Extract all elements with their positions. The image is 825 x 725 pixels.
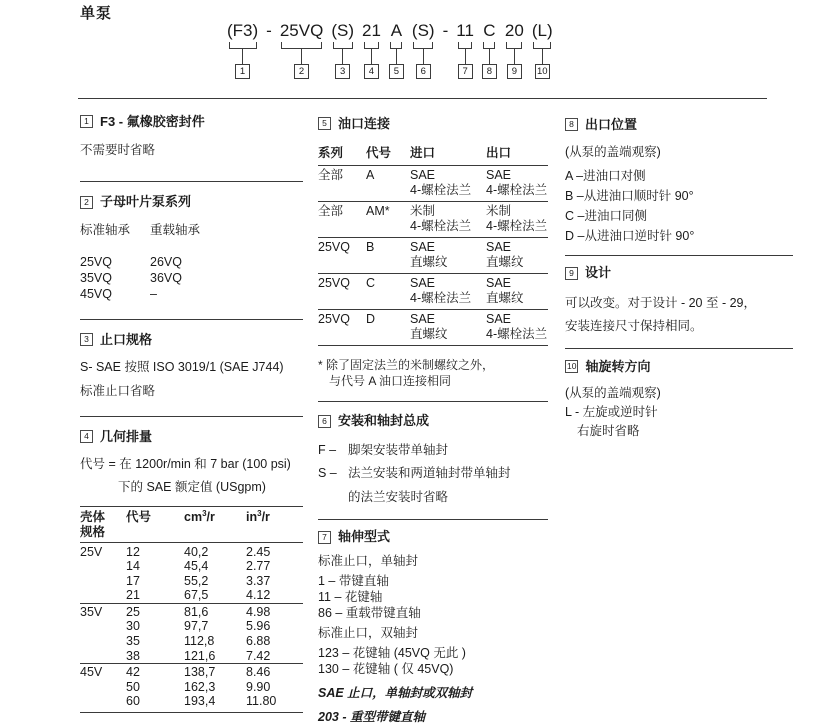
position-number-box: 9 <box>507 64 522 79</box>
section-4-line1: 代号 = 在 1200r/min 和 7 bar (100 psi) <box>80 457 291 471</box>
displacement-table-header <box>80 507 303 543</box>
housing-size-cell <box>80 559 126 574</box>
list-item: 标准止口，双轴封 <box>318 625 419 640</box>
connector-line <box>371 49 372 64</box>
in3r-header: $in^3/r$ <box>246 508 270 524</box>
table-row <box>80 634 303 649</box>
divider <box>80 416 303 417</box>
cm3r-header: $cm^3/r$ <box>184 508 215 524</box>
section-7-number-box: 7 <box>318 531 331 544</box>
table-row <box>80 270 303 286</box>
table-row <box>80 574 303 589</box>
model-code-segment <box>482 21 497 79</box>
standard-series-cell: 35VQ <box>80 270 112 285</box>
cm3r-cell: 112,8 <box>184 634 215 649</box>
position-number-box: 2 <box>294 64 309 79</box>
model-code-segment <box>227 21 258 79</box>
position-number-box: 10 <box>535 64 550 79</box>
section-2-heading <box>80 192 303 212</box>
bracket-line <box>506 42 522 49</box>
section-9-line2: 安装连接尺寸保持相同。 <box>565 318 703 333</box>
option-text: 脚架安装带单轴封 <box>348 442 449 457</box>
code-cell: 21 <box>126 588 140 603</box>
model-code-segment-label: 21 <box>362 21 381 40</box>
model-code-segment-label: A <box>390 21 403 40</box>
section-9-number-box: 9 <box>565 267 578 280</box>
bracket-line <box>413 42 433 49</box>
code-cell: B <box>366 240 375 255</box>
section-6-title: 安装和轴封总成 <box>338 413 430 429</box>
section-10-line2: 右旋时省略 <box>577 424 640 439</box>
table-row <box>80 559 303 574</box>
model-code-segment <box>412 21 435 79</box>
bracket-line <box>533 42 551 49</box>
position-number-box: 6 <box>416 64 431 79</box>
divider <box>80 181 303 182</box>
code-header: 代号 <box>126 509 152 524</box>
model-code-segment <box>389 21 404 79</box>
divider <box>80 319 303 320</box>
bracket-line <box>483 42 495 49</box>
in3r-cell: 2.77 <box>246 559 271 574</box>
in3r-cell: 7.42 <box>246 648 271 663</box>
model-code-segment <box>505 21 524 79</box>
displacement-table <box>80 506 303 714</box>
model-code-segment-label: C <box>483 21 496 40</box>
housing-size-cell: 35V <box>80 604 103 619</box>
model-code-segment <box>280 21 323 79</box>
divider <box>318 401 548 402</box>
model-code-segment-label: 20 <box>504 21 524 40</box>
middle-column <box>318 114 548 725</box>
section-4-title: 几何排量 <box>100 428 153 444</box>
position-number-box: 3 <box>335 64 350 79</box>
bracket-line <box>390 42 402 49</box>
cm3r-cell: 67,5 <box>184 588 209 603</box>
in3r-cell: 5.96 <box>246 619 271 634</box>
housing-size-cell <box>80 634 126 649</box>
option-code: F – <box>318 442 337 457</box>
cm3r-cell: 45,4 <box>184 559 209 574</box>
section-6-number-box: 6 <box>318 415 331 428</box>
list-item: 11 – 花键轴 <box>318 589 383 604</box>
section-2-number-box: 2 <box>80 196 93 209</box>
inlet-cell: 米制 4-螺栓法兰 <box>410 204 472 234</box>
standard-bearing-label: 标准轴承 <box>80 222 131 237</box>
housing-size-header: 壳体 规格 <box>80 509 106 539</box>
code-cell: 17 <box>126 573 140 588</box>
housing-size-cell <box>80 694 126 709</box>
code-cell: C <box>366 276 376 291</box>
standard-series-cell: 45VQ <box>80 286 112 301</box>
connector-line <box>396 49 397 64</box>
section-10-number-box: 10 <box>567 361 577 372</box>
table-row <box>80 663 303 680</box>
section-8-heading <box>565 115 793 135</box>
divider <box>565 348 793 349</box>
code-cell: 14 <box>126 559 140 574</box>
bearing-column-headers <box>80 221 303 240</box>
model-code-segment <box>331 21 354 79</box>
code-cell: A <box>366 168 375 183</box>
section-4-heading <box>80 427 303 447</box>
code-cell: 30 <box>126 619 140 634</box>
table-row <box>80 694 303 709</box>
cm3r-cell: 40,2 <box>184 544 209 559</box>
code-cell: AM* <box>366 204 390 219</box>
outlet-cell: SAE 直螺纹 <box>486 276 524 306</box>
section-3-line1: S- SAE 按照 ISO 3019/1 (SAE J744) <box>80 360 284 374</box>
model-code-segment-label: (S) <box>331 21 354 40</box>
position-number-box: 5 <box>389 64 404 79</box>
option-code <box>318 486 348 510</box>
inlet-header: 进口 <box>410 145 436 160</box>
connector-line <box>242 49 243 64</box>
position-number-box: 1 <box>235 64 250 79</box>
model-code-segment-label: (L) <box>531 21 553 40</box>
inlet-cell: SAE 直螺纹 <box>410 312 448 342</box>
connector-line <box>342 49 343 64</box>
section-7-heading <box>318 527 548 547</box>
section-1-heading <box>80 112 303 132</box>
model-code-segment-label: 25VQ <box>279 21 324 40</box>
section-8-subtitle: (从泵的盖端观察) <box>565 144 661 159</box>
heavy-series-cell: 36VQ <box>150 270 182 285</box>
in3r-cell: 2.45 <box>246 544 271 559</box>
model-code-segment-label: - <box>442 21 449 40</box>
list-item: D –从进油口逆时针 90° <box>565 229 695 244</box>
bracket-line <box>458 42 473 49</box>
cm3r-cell: 97,7 <box>184 619 209 634</box>
bracket-line <box>229 42 257 49</box>
housing-size-cell <box>80 574 126 589</box>
series-cell: 全部 <box>318 168 344 183</box>
section-9-line1: 可以改变。对于设计 - 20 至 - 29， <box>565 295 756 310</box>
section-7-title: 轴伸型式 <box>338 529 391 545</box>
right-column <box>565 115 793 440</box>
position-number-box: 4 <box>364 64 379 79</box>
model-code-segment-label: (S) <box>411 21 435 40</box>
section-2-title: 子母叶片泵系列 <box>100 194 192 210</box>
pump-series-table <box>80 254 303 302</box>
housing-size-cell <box>80 619 126 634</box>
table-row <box>80 545 303 560</box>
inlet-cell: SAE 直螺纹 <box>410 240 448 270</box>
table-row <box>80 286 303 302</box>
series-cell: 25VQ <box>318 276 350 291</box>
outlet-header: 出口 <box>486 145 512 160</box>
list-item <box>318 486 548 510</box>
table-row <box>80 254 303 270</box>
list-item: C –进油口同侧 <box>565 209 647 224</box>
table-row <box>80 603 303 620</box>
in3r-cell: 3.37 <box>246 573 271 588</box>
model-code-segment <box>532 21 553 79</box>
housing-size-cell: 25V <box>80 544 103 559</box>
section-5-title: 油口连接 <box>338 116 391 131</box>
model-code-segment <box>443 21 449 40</box>
cm3r-cell: 193,4 <box>184 694 216 709</box>
cm3r-cell: 138,7 <box>184 665 216 680</box>
displacement-table-body <box>80 543 303 713</box>
outlet-cell: SAE 4-螺栓法兰 <box>486 312 548 342</box>
model-code-segment <box>456 21 474 79</box>
housing-size-cell: 45V <box>80 665 103 680</box>
section-8-number-box: 8 <box>565 118 578 131</box>
section-3-line2: 标准止口省略 <box>80 383 156 398</box>
code-cell: 35 <box>126 634 140 649</box>
table-row <box>80 619 303 634</box>
series-cell: 25VQ <box>318 312 350 327</box>
port-table-header <box>318 144 548 167</box>
model-code-segment <box>362 21 381 79</box>
section-10-subtitle: (从泵的盖端观察) <box>565 386 661 401</box>
code-cell: 25 <box>126 604 140 619</box>
table-row <box>318 274 548 310</box>
model-code-diagram <box>227 21 553 79</box>
in3r-cell: 6.88 <box>246 634 271 649</box>
list-item <box>318 462 548 486</box>
position-number-box: 7 <box>458 64 473 79</box>
connector-line <box>489 49 490 64</box>
page-title: 单泵 <box>80 5 113 22</box>
cm3r-cell: 162,3 <box>184 679 216 694</box>
list-item: 203 - 重型带键直轴 <box>318 709 425 724</box>
section-1-body: 不需要时省略 <box>80 142 156 157</box>
divider <box>565 255 793 256</box>
section-3-title: 止口规格 <box>100 331 153 347</box>
heavy-series-cell: – <box>150 286 157 301</box>
housing-size-cell <box>80 649 126 664</box>
section-5-number-box: 5 <box>318 117 331 130</box>
table-row <box>80 680 303 695</box>
list-item <box>318 439 548 463</box>
option-text: 的法兰安装时省略 <box>348 489 449 504</box>
section-10-line1: L - 左旋或逆时针 <box>565 405 658 420</box>
model-code-segment-label: (F3) <box>227 21 259 40</box>
code-header: 代号 <box>366 145 392 160</box>
list-item: 130 – 花键轴 ( 仅 45VQ) <box>318 661 454 676</box>
model-code-segment-label: - <box>266 21 272 40</box>
code-cell: 38 <box>126 648 140 663</box>
code-cell: D <box>366 312 376 327</box>
section-5-heading <box>318 114 548 134</box>
standard-series-cell: 25VQ <box>80 254 112 269</box>
section-10-title: 轴旋转方向 <box>585 358 651 374</box>
footnote-line2: 与代号 A 油口连接相同 <box>329 374 452 389</box>
list-item: A –进油口对侧 <box>565 169 646 184</box>
connector-line <box>514 49 515 64</box>
mounting-options-list <box>318 439 548 510</box>
code-cell: 60 <box>126 694 140 709</box>
list-item: 标准止口，单轴封 <box>318 553 419 568</box>
left-column <box>80 112 303 713</box>
cm3r-cell: 81,6 <box>184 604 209 619</box>
inlet-cell: SAE 4-螺栓法兰 <box>410 168 472 198</box>
section-8-title: 出口位置 <box>585 117 638 132</box>
in3r-cell: 8.46 <box>246 665 271 680</box>
series-header: 系列 <box>318 145 344 160</box>
list-item: 123 – 花键轴 (45VQ 无此 ) <box>318 645 466 660</box>
port-table-body <box>318 166 548 346</box>
section-6-heading <box>318 411 548 431</box>
code-cell: 12 <box>126 544 140 559</box>
section-4-number-box: 4 <box>80 430 93 443</box>
outlet-cell: 米制 4-螺栓法兰 <box>486 204 548 234</box>
port-table-footnote <box>318 357 548 389</box>
connector-line <box>301 49 302 64</box>
code-cell: 42 <box>126 665 140 680</box>
cm3r-cell: 121,6 <box>184 648 216 663</box>
housing-size-cell <box>80 588 126 603</box>
table-row <box>80 649 303 664</box>
model-code-segment <box>266 21 272 40</box>
housing-size-cell <box>80 680 126 695</box>
section-3-number-box: 3 <box>80 333 93 346</box>
outlet-cell: SAE 直螺纹 <box>486 240 524 270</box>
section-1-title: F3 - 氟橡胶密封件 <box>100 114 205 129</box>
divider <box>318 519 548 520</box>
bracket-line <box>281 42 321 49</box>
footnote-line1: * 除了固定法兰的米制螺纹之外， <box>318 358 495 373</box>
connector-line <box>465 49 466 64</box>
cm3r-cell: 55,2 <box>184 573 209 588</box>
header-divider <box>78 98 767 99</box>
heavy-series-cell: 26VQ <box>150 254 182 269</box>
table-row <box>318 310 548 346</box>
model-code-segment-label: 11 <box>456 21 474 40</box>
code-cell: 50 <box>126 679 140 694</box>
series-cell: 25VQ <box>318 240 350 255</box>
in3r-cell: 4.98 <box>246 604 271 619</box>
table-row <box>318 166 548 202</box>
in3r-cell: 4.12 <box>246 588 271 603</box>
option-code: S – <box>318 466 337 481</box>
shaft-type-list <box>318 553 548 725</box>
section-9-title: 设计 <box>585 265 612 281</box>
heavy-duty-bearing-label: 重载轴承 <box>150 222 201 237</box>
option-text: 法兰安装和两道轴封带单轴封 <box>348 466 511 481</box>
table-row <box>80 588 303 603</box>
table-row <box>318 238 548 274</box>
list-item: B –从进油口顺时针 90° <box>565 189 694 204</box>
section-9-heading <box>565 263 793 283</box>
connector-line <box>423 49 424 64</box>
outlet-position-list <box>565 166 793 246</box>
list-item: 86 – 重载带键直轴 <box>318 605 421 620</box>
position-number-box: 8 <box>482 64 497 79</box>
connector-line <box>542 49 543 64</box>
outlet-cell: SAE 4-螺栓法兰 <box>486 168 548 198</box>
in3r-cell: 11.80 <box>246 694 277 709</box>
in3r-cell: 9.90 <box>246 679 271 694</box>
section-3-heading <box>80 330 303 350</box>
section-10-heading <box>565 357 793 377</box>
list-item: SAE 止口，单轴封或双轴封 <box>318 685 473 700</box>
section-4-line2: 下的 SAE 额定值 (USgpm) <box>118 479 266 494</box>
inlet-cell: SAE 4-螺栓法兰 <box>410 276 472 306</box>
series-cell: 全部 <box>318 204 344 219</box>
bracket-line <box>333 42 353 49</box>
table-row <box>318 202 548 238</box>
bracket-line <box>364 42 380 49</box>
list-item: 1 – 带键直轴 <box>318 573 389 588</box>
section-1-number-box: 1 <box>80 115 93 128</box>
